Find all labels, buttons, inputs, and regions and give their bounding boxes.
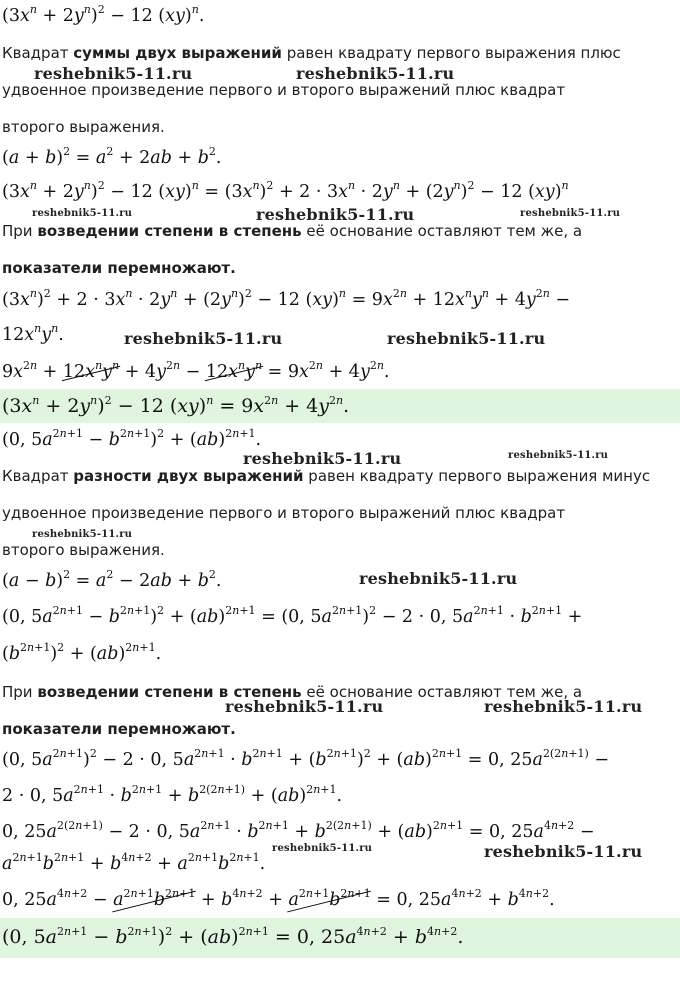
rule-power-2-line-2: показатели перемножают.: [2, 720, 236, 738]
formula-sum-square: $(a + b)^2 = a^2 + 2ab + b^2$.: [2, 145, 222, 168]
watermark: reshebnik5-11.ru: [484, 697, 643, 716]
formula-diff-square: $(a - b)^2 = a^2 - 2ab + b^2$.: [2, 568, 222, 591]
watermark: reshebnik5-11.ru: [359, 569, 518, 588]
rule-power-1-line-2: показатели перемножают.: [2, 259, 236, 277]
expansion-2-line-2: $12x^ny^n$.: [2, 322, 64, 345]
watermark: reshebnik5-11.ru: [256, 205, 415, 224]
watermark: reshebnik5-11.ru: [243, 449, 402, 468]
watermark: reshebnik5-11.ru: [32, 208, 133, 219]
expression-1: $(3x^n + 2y^n)^2 - 12$ (xy)$^n$.: [2, 3, 205, 26]
expression-2: (0, $5a^{2n+1} - b^{2n+1})^2 + (ab)^{2n+1}$.: [2, 427, 262, 450]
expansion-5-line-1: 0, $25a^{2(2n+1)} - 2 \cdot 0$, $5a^{2n+1} \cdot b^{2n+1} + b^{2(2n+1)} + (ab)^{2n+1} = 0$, $25a^{4n+2}$ −: [2, 819, 595, 842]
rule-power-1-line-1: При возведении степени в степень её основание оставляют тем же, а: [2, 222, 583, 240]
expansion-1: $(3x^n + 2y^n)^2 - 12$ $(xy)^n = (3x^n)^2 + 2 \cdot 3x^n \cdot 2y^n + (2y^n)^2 - 12$ (xy)$^n$: [2, 179, 569, 202]
expansion-2-line-1: $(3x^n)^2 + 2 \cdot 3x^n \cdot 2y^n + (2y^n)^2 - 12$ $(xy)^n = 9x^{2n} + 12x^ny^n + 4y^{2n}$ −: [2, 287, 571, 310]
watermark: reshebnik5-11.ru: [34, 64, 193, 83]
expansion-5-line-2: $a^{2n+1}b^{2n+1} + b^{4n+2} + a^{2n+1}b^{2n+1}$.: [2, 851, 266, 874]
rule-sum-line-3: второго выражения.: [2, 118, 165, 136]
rule-diff-line-3: второго выражения.: [2, 541, 165, 559]
rule-power-2-line-1: При возведении степени в степень её основание оставляют тем же, а: [2, 683, 583, 701]
expansion-3-line-2: $(b^{2n+1})^2 + (ab)^{2n+1}$.: [2, 641, 162, 664]
rule-diff-line-1: Квадрат разности двух выражений равен квадрату первого выражения минус: [2, 467, 651, 485]
simplification-1: $9x^{2n} + 12x^ny^n + 4y^{2n} - 12x^ny^n = 9x^{2n} + 4y^{2n}$.: [2, 359, 390, 382]
answer-2: (0, $5a^{2n+1} - b^{2n+1})^2 + (ab)^{2n+1} = 0$, $25a^{4n+2} + b^{4n+2}$.: [2, 925, 464, 948]
answer-1: $(3x^n + 2y^n)^2 - 12$ $(xy)^n = 9x^{2n} + 4y^{2n}$.: [2, 394, 350, 417]
watermark: reshebnik5-11.ru: [508, 450, 609, 461]
rule-diff-line-2: удвоенное произведение первого и второго выражений плюс квадрат: [2, 504, 566, 522]
watermark: reshebnik5-11.ru: [387, 329, 546, 348]
rule-sum-line-1: Квадрат суммы двух выражений равен квадрату первого выражения плюс: [2, 44, 621, 62]
watermark: reshebnik5-11.ru: [124, 329, 283, 348]
watermark: reshebnik5-11.ru: [484, 842, 643, 861]
expansion-3-line-1: (0, $5a^{2n+1} - b^{2n+1})^2 + (ab)^{2n+1} = (0$, $5a^{2n+1})^2 - 2 \cdot 0$, $5a^{2n+1} \cdot b^{2n+1}$ +: [2, 604, 583, 627]
watermark: reshebnik5-11.ru: [272, 843, 373, 854]
watermark: reshebnik5-11.ru: [296, 64, 455, 83]
expansion-4-line-2: 2 · 0, $5a^{2n+1} \cdot b^{2n+1} + b^{2(2n+1)} + (ab)^{2n+1}$.: [2, 783, 343, 806]
watermark: reshebnik5-11.ru: [225, 697, 384, 716]
expansion-4-line-1: (0, $5a^{2n+1})^2 - 2 \cdot 0$, $5a^{2n+1} \cdot b^{2n+1} + (b^{2n+1})^2 + (ab)^{2n+1} = 0$, $25a^{2(2n+1)}$ −: [2, 747, 610, 770]
watermark: reshebnik5-11.ru: [32, 529, 133, 540]
watermark: reshebnik5-11.ru: [520, 208, 621, 219]
simplification-2: 0, $25a^{4n+2} - a^{2n+1}b^{2n+1} + b^{4n+2} + a^{2n+1}b^{2n+1} = 0$, $25a^{4n+2} + b^{4n+2}$.: [2, 887, 555, 910]
rule-sum-line-2: удвоенное произведение первого и второго выражений плюс квадрат: [2, 81, 566, 99]
